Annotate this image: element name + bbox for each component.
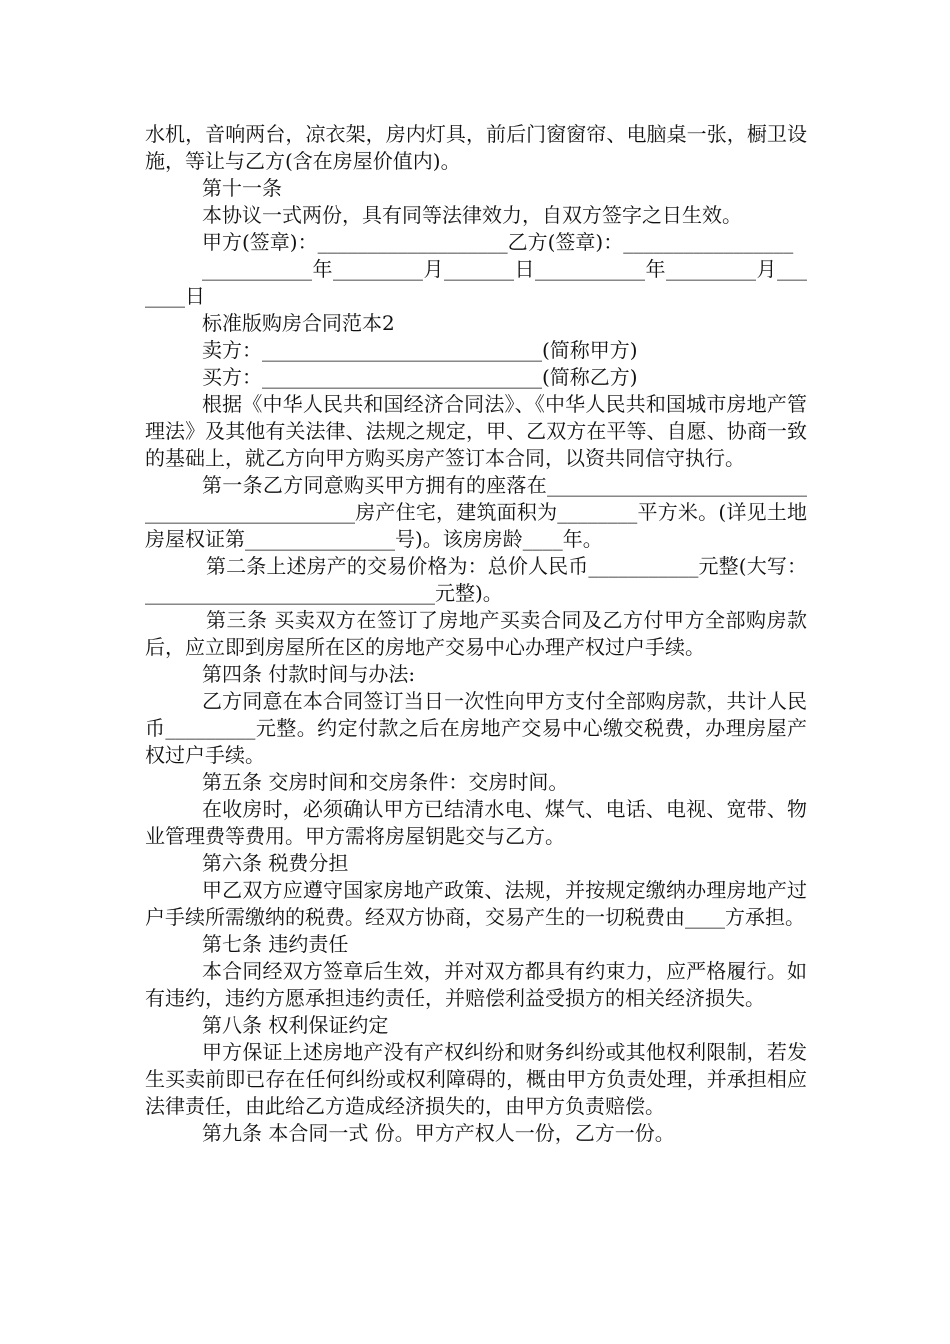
clause-6-body: 甲乙双方应遵守国家房地产政策、法规，并按规定缴纳办理房地产过户手续所需缴纳的税费。经双方协商，交易产生的一切税费由____方承担。 [145, 878, 807, 929]
clause-heading-11: 第十一条 [202, 176, 282, 200]
clause-2: 第二条上述房产的交易价格为：总价人民币___________元整(大写：_____________________________元整)。 [145, 554, 807, 605]
clause-heading-6: 第六条 税费分担 [202, 851, 349, 875]
section-title: 标准版购房合同范本2 [202, 311, 395, 335]
clause-heading-4: 第四条 付款时间与办法: [202, 662, 416, 686]
clause-3: 第三条 买卖双方在签订了房地产买卖合同及乙方付甲方全部购房款后，应立即到房屋所在区的房地产交易中心办理产权过户手续。 [145, 608, 807, 659]
clause-1: 第一条乙方同意购买甲方拥有的座落在_______________________________________________房产住宅，建筑面积为________平方米。(详见土地房屋权证第_______________号)。该房房龄____年。 [145, 473, 807, 551]
document-page [145, 121, 807, 1147]
buyer-line: 买方：____________________________(简称乙方) [202, 365, 638, 389]
signature-line: 甲方(签章)：___________________乙方(签章)：_________________ [202, 230, 794, 254]
clause-4-body: 乙方同意在本合同签订当日一次性向甲方支付全部购房款，共计人民币_________元整。约定付款之后在房地产交易中心缴交税费，办理房屋产权过户手续。 [145, 689, 807, 767]
clause-8-body: 甲方保证上述房地产没有产权纠纷和财务纠纷或其他权利限制，若发生买卖前即已存在任何纠纷或权利障碍的，概由甲方负责处理，并承担相应法律责任，由此给乙方造成经济损失的，由甲方负责赔偿。 [145, 1040, 807, 1118]
seller-line: 卖方：____________________________(简称甲方) [202, 338, 638, 362]
clause-heading-5: 第五条 交房时间和交房条件：交房时间。 [202, 770, 569, 794]
clause-9: 第九条 本合同一式 份。甲方产权人一份，乙方一份。 [202, 1121, 675, 1145]
clause-heading-7: 第七条 违约责任 [202, 932, 349, 956]
paragraph: 水机，音响两台，凉衣架，房内灯具，前后门窗窗帘、电脑桌一张，橱卫设施，等让与乙方(含在房屋价值内)。 [145, 122, 807, 173]
date-line: ___________年_________月_______日___________年_________月_______日 [145, 257, 807, 308]
paragraph: 本协议一式两份，具有同等法律效力，自双方签字之日生效。 [202, 203, 742, 227]
clause-7-body: 本合同经双方签章后生效，并对双方都具有约束力，应严格履行。如有违约，违约方愿承担违约责任，并赔偿利益受损方的相关经济损失。 [145, 959, 807, 1010]
preamble-paragraph: 根据《中华人民共和国经济合同法》、《中华人民共和国城市房地产管理法》及其他有关法律、法规之规定，甲、乙双方在平等、自愿、协商一致的基础上，就乙方向甲方购买房产签订本合同，以资共同信守执行。 [145, 392, 807, 470]
clause-5-body: 在收房时，必须确认甲方已结清水电、煤气、电话、电视、宽带、物业管理费等费用。甲方需将房屋钥匙交与乙方。 [145, 797, 807, 848]
clause-heading-8: 第八条 权利保证约定 [202, 1013, 389, 1037]
